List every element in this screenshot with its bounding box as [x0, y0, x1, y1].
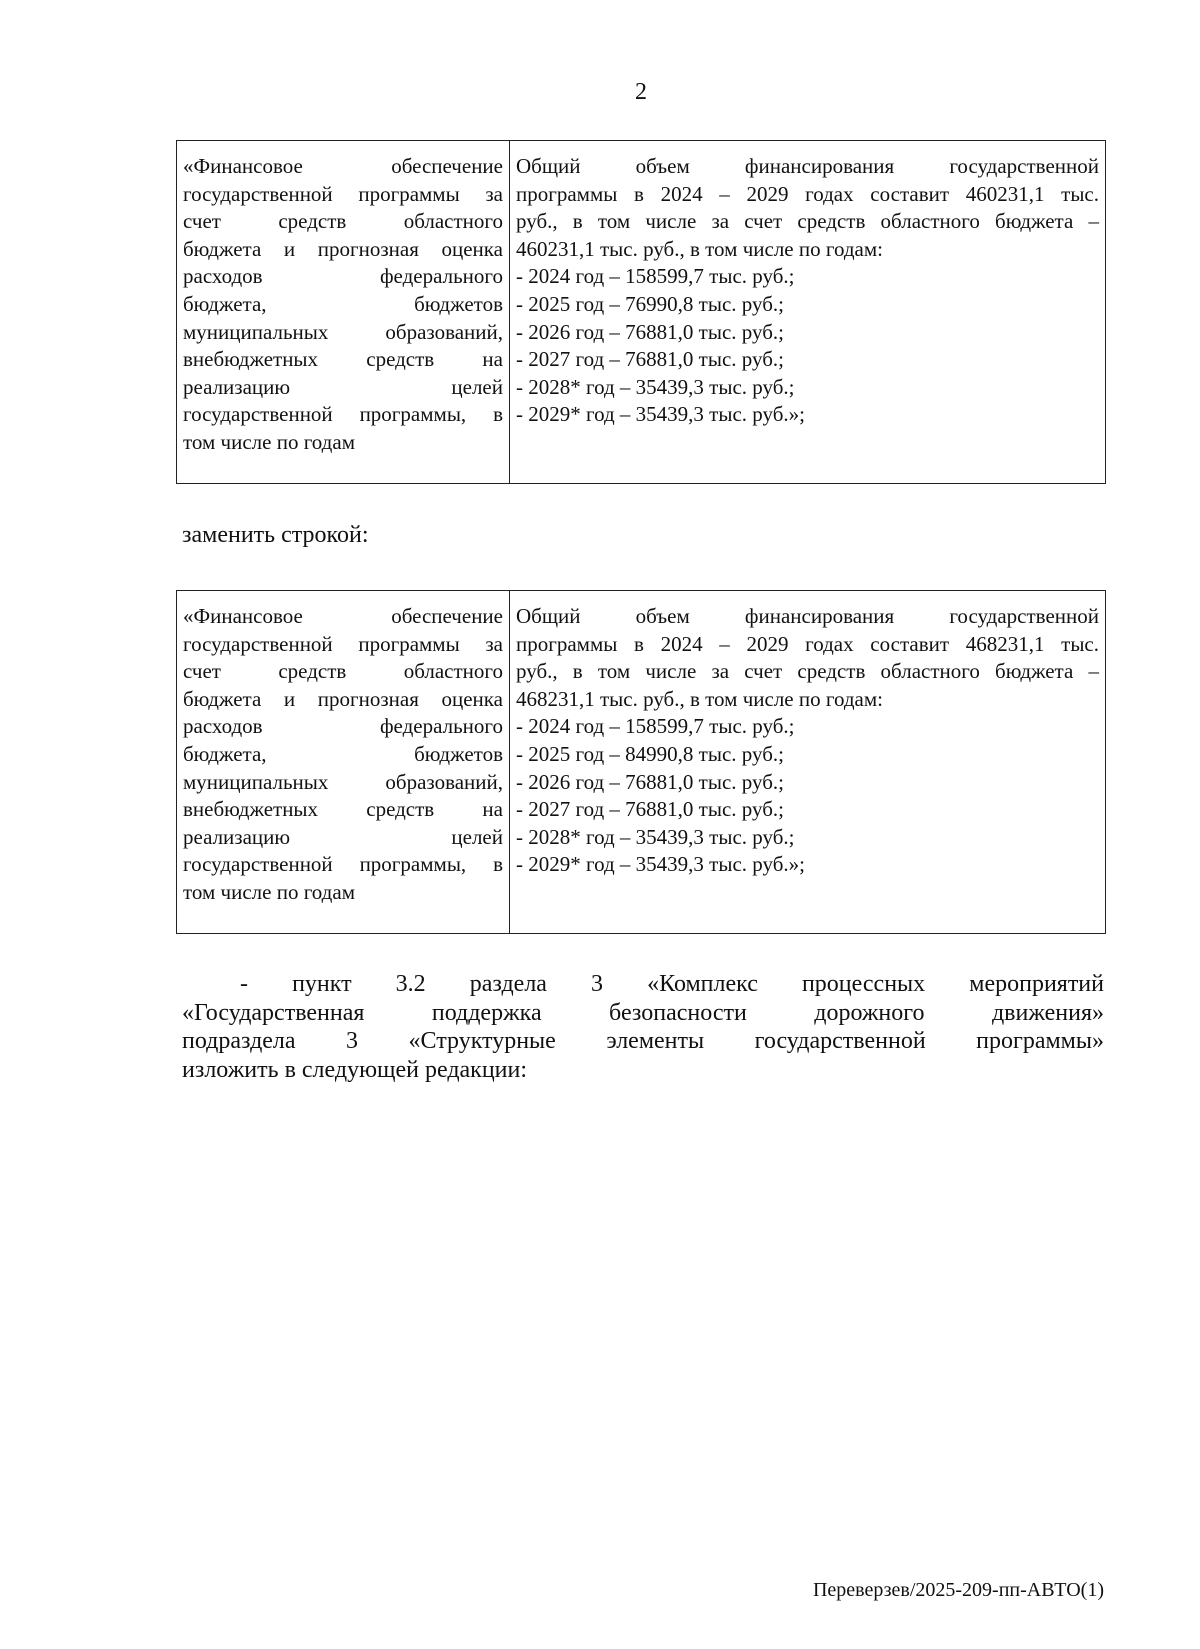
paragraph-line: - пункт 3.2 раздела 3 «Комплекс процессных мероприятий: [240, 971, 1104, 997]
cell-line: 460231,1 тыс. руб., в том числе по годам:: [516, 236, 883, 261]
cell-line: государственной программы, в: [183, 852, 503, 877]
cell-line: - 2026 год – 76881,0 тыс. руб.;: [516, 319, 784, 344]
table-row: [177, 591, 1106, 934]
old-row-value-cell: [510, 141, 1106, 484]
old-row-label-cell: [177, 141, 510, 484]
cell-line: «Финансовое обеспечение: [183, 604, 503, 628]
cell-line: руб., в том числе за счет средств областного бюджета –: [516, 209, 1099, 234]
cell-line: реализацию целей: [183, 374, 503, 399]
cell-line: внебюджетных средств на: [183, 347, 503, 372]
paragraph-line: изложить в следующей редакции:: [182, 1056, 528, 1083]
cell-line: счет средств областного: [183, 209, 503, 234]
cell-line: - 2024 год – 158599,7 тыс. руб.;: [516, 714, 795, 739]
cell-line: расходов федерального: [183, 714, 503, 739]
cell-line: Общий объем финансирования государственной: [516, 154, 1099, 178]
cell-line: - 2025 год – 84990,8 тыс. руб.;: [516, 741, 784, 766]
paragraph-line: «Государственная поддержка безопасности дорожного движения»: [182, 999, 1104, 1026]
cell-line: счет средств областного: [183, 659, 503, 684]
amendment-paragraph: [182, 970, 1104, 1084]
cell-line: - 2025 год – 76990,8 тыс. руб.;: [516, 291, 784, 316]
table-row: [177, 141, 1106, 484]
cell-line: - 2024 год – 158599,7 тыс. руб.;: [516, 264, 795, 289]
cell-line: бюджета, бюджетов: [183, 741, 503, 766]
cell-line: том числе по годам: [183, 429, 355, 454]
new-funding-table: [176, 590, 1106, 934]
cell-line: программы в 2024 – 2029 годах составит 468231,1 тыс.: [516, 631, 1099, 656]
cell-line: муниципальных образований,: [183, 769, 503, 794]
cell-line: 468231,1 тыс. руб., в том числе по годам:: [516, 686, 883, 711]
cell-line: - 2028* год – 35439,3 тыс. руб.;: [516, 374, 795, 399]
cell-line: расходов федерального: [183, 264, 503, 289]
old-funding-table: [176, 140, 1106, 484]
cell-line: - 2027 год – 76881,0 тыс. руб.;: [516, 797, 784, 822]
replace-instruction: заменить строкой:: [182, 522, 369, 548]
new-row-label-cell: [177, 591, 510, 934]
cell-line: - 2029* год – 35439,3 тыс. руб.»;: [516, 402, 805, 427]
cell-line: реализацию целей: [183, 824, 503, 849]
cell-line: - 2028* год – 35439,3 тыс. руб.;: [516, 824, 795, 849]
cell-line: бюджета и прогнозная оценка: [183, 236, 503, 261]
cell-line: государственной программы за: [183, 631, 503, 656]
cell-line: бюджета, бюджетов: [183, 291, 503, 316]
cell-line: «Финансовое обеспечение: [183, 154, 503, 178]
new-row-value-cell: [510, 591, 1106, 934]
cell-line: Общий объем финансирования государственной: [516, 604, 1099, 628]
cell-line: том числе по годам: [183, 879, 355, 904]
cell-line: муниципальных образований,: [183, 319, 503, 344]
cell-line: - 2026 год – 76881,0 тыс. руб.;: [516, 769, 784, 794]
page-number: 2: [635, 79, 647, 105]
cell-line: бюджета и прогнозная оценка: [183, 686, 503, 711]
document-code: Переверзев/2025-209-пп-АВТО(1): [812, 1579, 1104, 1601]
cell-line: программы в 2024 – 2029 годах составит 460231,1 тыс.: [516, 181, 1099, 206]
cell-line: государственной программы, в: [183, 402, 503, 427]
cell-line: - 2027 год – 76881,0 тыс. руб.;: [516, 347, 784, 372]
cell-line: внебюджетных средств на: [183, 797, 503, 822]
cell-line: государственной программы за: [183, 181, 503, 206]
paragraph-line: подраздела 3 «Структурные элементы государственной программы»: [182, 1028, 1104, 1054]
cell-line: руб., в том числе за счет средств областного бюджета –: [516, 659, 1099, 684]
cell-line: - 2029* год – 35439,3 тыс. руб.»;: [516, 852, 805, 877]
